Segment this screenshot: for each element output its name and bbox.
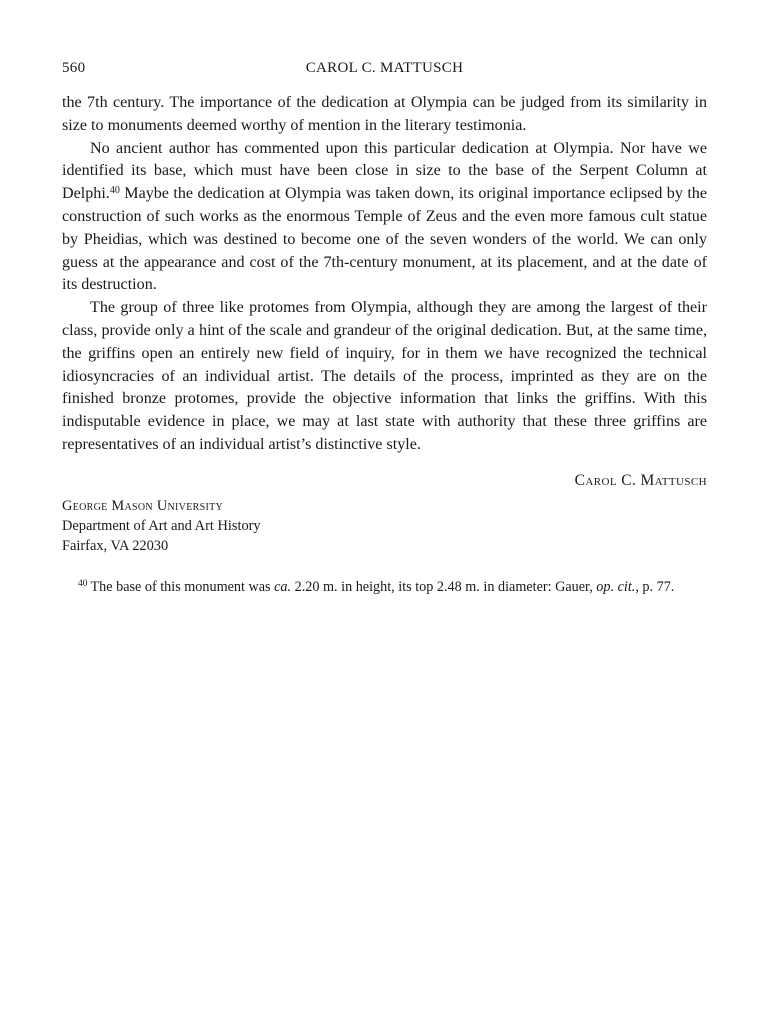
footnote-text-2: 2.20 m. in height, its top 2.48 m. in diameter: Gauer, (291, 578, 597, 595)
article-body (62, 92, 707, 457)
paragraph-continuation: the 7th century. The importance of the dedication at Olympia can be judged from its similarity in size to monuments deemed worthy of mention in the literary testimonia. (62, 94, 707, 134)
paragraph-ancient-author (62, 138, 707, 298)
department-name: Department of Art and Art History (62, 517, 261, 534)
page-number: 560 (62, 60, 86, 76)
author-signature: Carol C. Mattusch (574, 471, 707, 489)
footnote (62, 578, 707, 597)
journal-page (62, 52, 707, 597)
institution-name: George Mason University (62, 497, 224, 514)
author-affiliation (62, 496, 707, 556)
footnote-op-cit: op. cit. (596, 578, 636, 595)
footnote-reference[interactable]: 40 (109, 185, 120, 197)
footnote-text-1: The base of this monument was (90, 578, 275, 595)
footnote-text-3: , p. 77. (635, 578, 675, 595)
paragraph-griffins: The group of three like protomes from Olympia, although they are among the largest of their class, provide only a hint of the scale and grandeur of the original dedication. But, at the same time, the griffins open an entirely new field of inquiry, for in them we have recognized the technical idiosyncracies of an individual artist. The details of the process, imprinted as they are on the finished bronze protomes, provide the objective information that links the griffins. With this indisputable evidence in place, we may at last state with authority that these three griffins are representatives of an individual artist’s distinctive style. (62, 299, 707, 453)
running-head (62, 52, 707, 76)
paragraph-text-after-note: Maybe the dedication at Olympia was taken down, its original importance eclipsed by the construction of such works as the enormous Temple of Zeus and the even more famous cult statue by Pheidias, which was destined to become one of the seven wonders of the world. We can only guess at the appearance and cost of the 7th-century monument, at its placement, and at the date of its destruction. (62, 185, 707, 294)
paragraph-text-before-note: No ancient author has commented upon this particular dedication at Olympia. Nor have we identified its base, which must have been close in size to the base of the Serpent Column at Delphi. (62, 139, 707, 203)
running-title: CAROL C. MATTUSCH (305, 60, 464, 76)
footnote-number: 40 (78, 578, 88, 589)
footnote-ca: ca. (274, 578, 292, 595)
address-line: Fairfax, VA 22030 (62, 537, 169, 554)
